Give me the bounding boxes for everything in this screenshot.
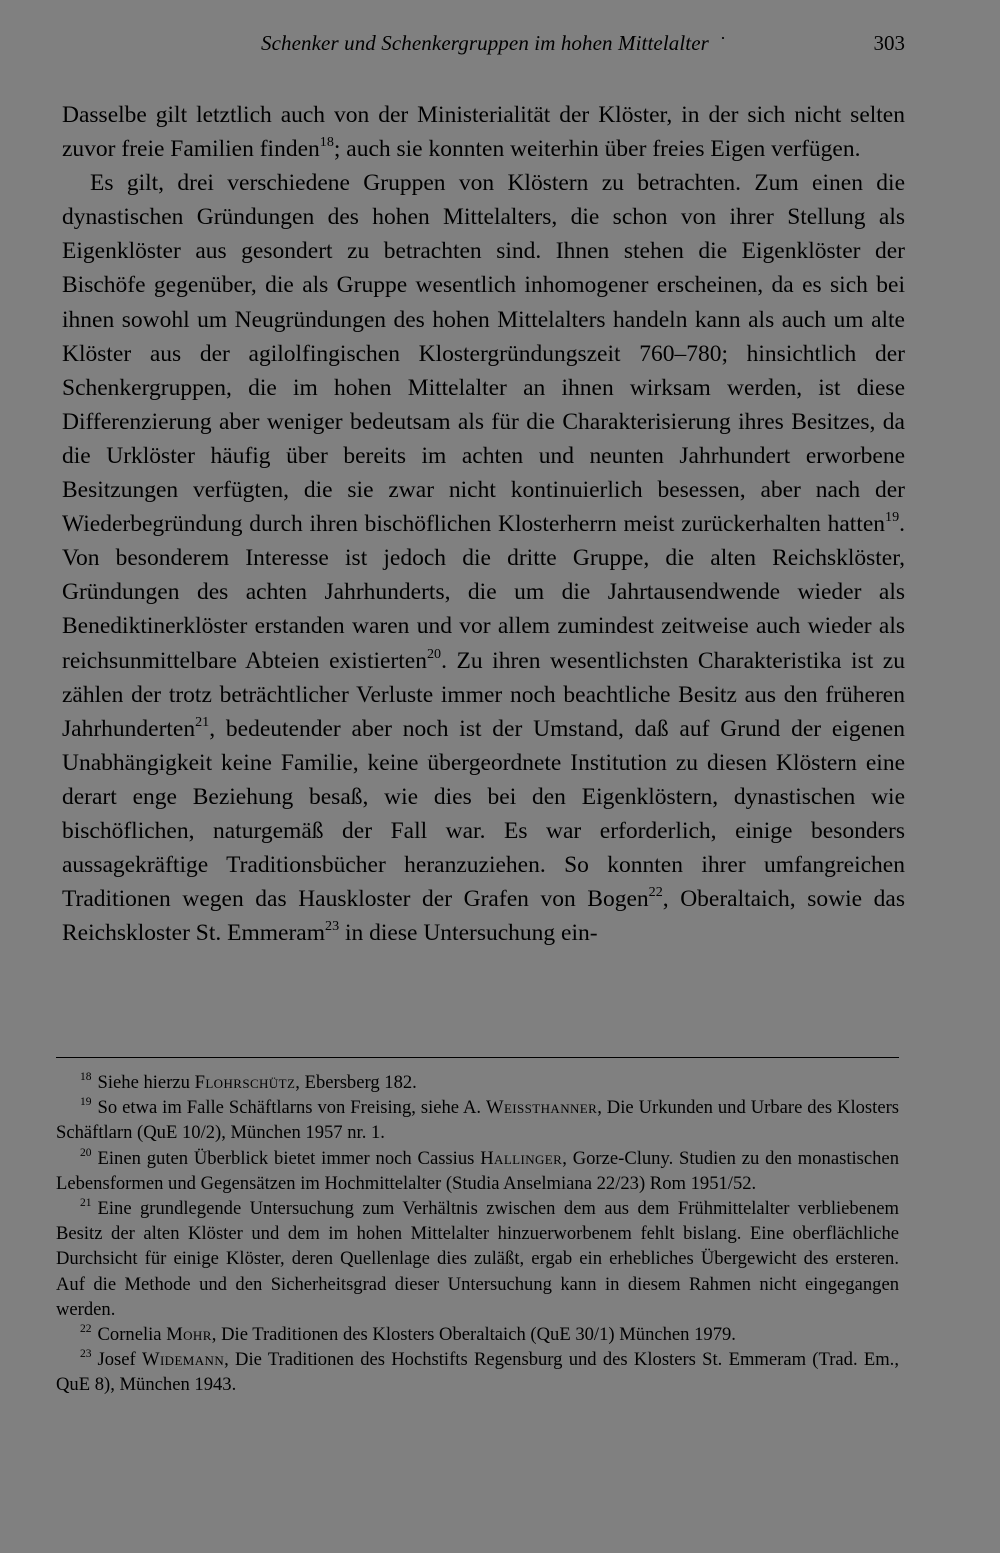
footnote-reference: 23 (325, 918, 340, 935)
running-head-dot: · (720, 28, 726, 48)
footnote-number: 20 (80, 1146, 92, 1159)
text-run: , Oberaltaich, sowie das Reichskloster St. Emmeram (62, 886, 905, 947)
footnote-number: 21 (80, 1197, 92, 1210)
text-run: , bedeutender aber noch ist der Umstand, daß auf Grund der eigenen Unabhängigkeit keine Familie, keine übergeordnete Institution zu diesen Klöstern eine derart enge Beziehung besaß, wie dies bei den Eigenklöstern, dynastischen wie bischöflichen, naturgemäß der Fall war. Es war erforderlich, einige besonders aussagekräftige Traditionsbücher heranzuziehen. So konnten ihrer umfangreichen Traditionen wegen das Hauskloster der Grafen von Bogen (62, 715, 905, 913)
author-name: Weissthanner (486, 1097, 598, 1119)
footnote-number: 22 (80, 1323, 92, 1336)
footnote-divider (56, 1057, 899, 1058)
text-run: . Zu ihren wesentlichsten Charakteristika ist zu zählen der trotz beträchtlicher Verluste immer noch beachtliche Besitz aus den früheren Jahrhunderten (62, 647, 905, 742)
footnote-number: 23 (80, 1348, 92, 1361)
footnote (56, 1322, 899, 1347)
footnote (56, 1146, 899, 1196)
text-run: Es gilt, drei verschiedene Gruppen von Klöstern zu betrachten. Zum einen die dynastischen Gründungen des hohen Mittelalters, die schon von ihrer Stellung als Eigenklöster aus gesondert zu betrachten sind. Ihnen stehen die Eigenklöster der Bischöfe gegenüber, die als Gruppe wesentlich inhomogener erscheinen, da es sich bei ihnen sowohl um Neugründungen des hohen Mittelalters handeln kann als auch um alte Klöster aus der agilolfingischen Klostergründungszeit 760–780; hinsichtlich der Schenkergruppen, die im hohen Mittelalter an ihnen wirksam werden, ist diese Differenzierung aber weniger bedeutsam als für die Charakterisierung ihres Besitzes, da die Urklöster häufig über bereits im achten und neunten Jahrhundert erworbene Besitzungen verfügten, die sie zwar nicht kontinuierlich besessen, aber nach der Wiederbegründung durch ihren bischöflichen Klosterherrn meist zurückerhalten hatten (62, 170, 905, 538)
footnote-text: , Ebersberg 182. (295, 1072, 417, 1093)
footnote-number: 19 (80, 1096, 92, 1109)
body-text (62, 98, 905, 950)
footnote-text: Eine grundlegende Untersuchung zum Verhältnis zwischen dem aus dem Frühmittelalter verbliebenem Besitz der alten Klöster und dem im hohen Mittelalter hinzuerworbenem fehlt bislang. Eine oberflächliche Durchsicht für einige Klöster, deren Quellenlage dies zuläßt, ergab ein erhebliches Übergewicht des ersteren. Auf die Methode und den Sicherheitsgrad dieser Untersuchung kann in diesem Rahmen nicht eingegangen werden. (56, 1198, 899, 1320)
footnote-text: , Die Traditionen des Klosters Oberaltaich (QuE 30/1) München 1979. (211, 1324, 736, 1346)
body-paragraph (62, 98, 905, 166)
footnote-number: 18 (80, 1071, 92, 1084)
author-name: Hallinger (480, 1147, 563, 1169)
footnote (56, 1196, 899, 1322)
footnote-text: So etwa im Falle Schäftlarns von Freising, siehe A. (97, 1097, 486, 1119)
footnote-reference: 21 (195, 713, 210, 730)
footnote-reference: 20 (426, 645, 442, 662)
running-title: Schenker und Schenkergruppen im hohen Mittelalter (261, 31, 709, 55)
text-run: . Von besonderem Interesse ist jedoch die dritte Gruppe, die alten Reichsklöster, Gründungen des achten Jahrhunderts, die um die Jahrtausendwende wieder als Benediktinerklöster erstanden waren und vor allem zumindest zeitweise auch wieder als reichsunmittelbare Abteien existierten (62, 511, 905, 674)
footnotes (56, 1070, 899, 1398)
footnote-text: Siehe hierzu (97, 1072, 195, 1093)
footnote-reference: 18 (319, 133, 334, 150)
body-paragraph (62, 166, 905, 950)
footnote (56, 1095, 899, 1145)
page-number: 303 (873, 31, 905, 55)
running-head (62, 28, 905, 61)
footnote (56, 1347, 899, 1397)
footnote-text: Cornelia (97, 1324, 167, 1346)
footnote-text: , Gorze-Cluny. Studien zu den monastischen Lebensformen und Gegensätzen im Hochmittelalter (Studia Anselmiana 22/23) Rom 1951/52. (56, 1147, 899, 1194)
author-name: Mohr (166, 1324, 212, 1346)
author-name: Flohrschütz (194, 1072, 296, 1093)
footnote-text: , Die Traditionen des Hochstifts Regensburg und des Klosters St. Emmeram (Trad. Em., QuE 8), München 1943. (56, 1349, 899, 1396)
text-run: in diese Untersuchung ein- (339, 920, 598, 947)
footnote (56, 1070, 899, 1095)
text-run: ; auch sie konnten weiterhin über freies Eigen verfügen. (333, 136, 861, 163)
text-run: Dasselbe gilt letztlich auch von der Ministerialität der Klöster, in der sich nicht selten zuvor freie Familien finden (62, 102, 905, 163)
footnote-text: Einen guten Überblick bietet immer noch Cassius (97, 1147, 481, 1169)
author-name: Widemann (142, 1349, 225, 1371)
footnote-reference: 22 (648, 884, 663, 901)
footnote-text: Josef (97, 1349, 142, 1371)
footnote-reference: 19 (885, 508, 900, 525)
footnote-text: , Die Urkunden und Urbare des Klosters Schäftlarn (QuE 10/2), München 1957 nr. 1. (56, 1097, 899, 1144)
